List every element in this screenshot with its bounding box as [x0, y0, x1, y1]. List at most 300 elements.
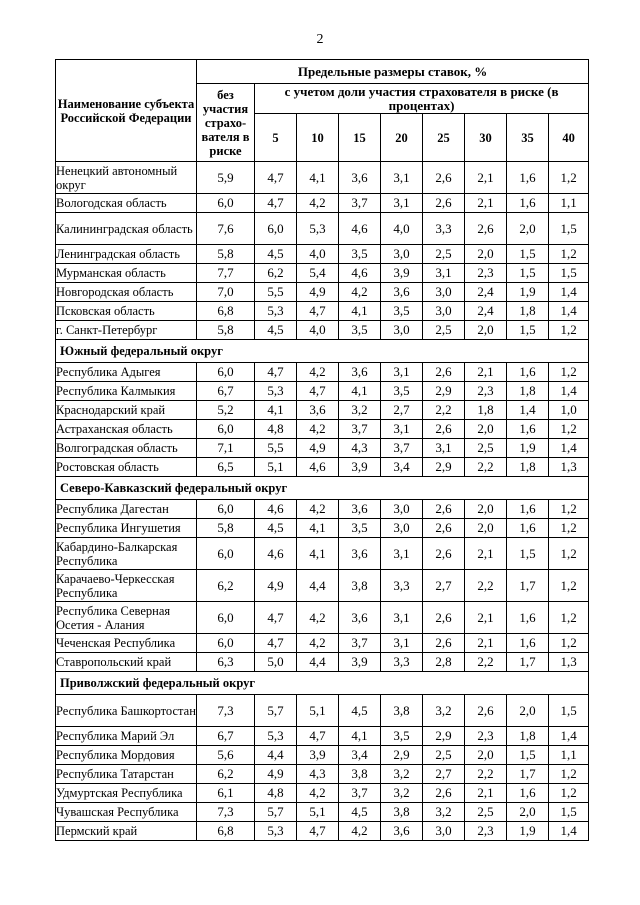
rate-with-participation: 4,7: [255, 194, 297, 213]
rate-no-participation: 6,0: [197, 363, 255, 382]
rate-with-participation: 3,8: [339, 570, 381, 602]
table-row: [56, 194, 589, 213]
rate-with-participation: 3,1: [381, 538, 423, 570]
rate-with-participation: 4,8: [255, 784, 297, 803]
rate-with-participation: 2,0: [465, 321, 507, 340]
rate-with-participation: 3,0: [381, 519, 423, 538]
rate-with-participation: 1,6: [507, 519, 549, 538]
rate-with-participation: 4,7: [255, 634, 297, 653]
rate-no-participation: 5,8: [197, 519, 255, 538]
rate-with-participation: 3,5: [381, 382, 423, 401]
rate-with-participation: 3,0: [381, 245, 423, 264]
rate-with-participation: 4,2: [339, 822, 381, 841]
rate-with-participation: 2,7: [423, 765, 465, 784]
rate-with-participation: 2,8: [423, 653, 465, 672]
subject-name: Чеченская Республика: [56, 634, 197, 653]
rate-with-participation: 1,4: [549, 822, 589, 841]
header-percent: 15: [339, 114, 381, 162]
rate-with-participation: 2,0: [507, 803, 549, 822]
rate-with-participation: 3,5: [339, 519, 381, 538]
rate-with-participation: 3,5: [339, 321, 381, 340]
rate-with-participation: 2,7: [381, 401, 423, 420]
rate-with-participation: 1,2: [549, 162, 589, 194]
table-row: [56, 382, 589, 401]
rate-with-participation: 6,2: [255, 264, 297, 283]
rate-with-participation: 1,2: [549, 321, 589, 340]
rate-with-participation: 4,7: [297, 382, 339, 401]
table-header: [56, 60, 589, 162]
rate-with-participation: 1,7: [507, 653, 549, 672]
subject-name: Новгородская область: [56, 283, 197, 302]
rate-with-participation: 1,0: [549, 401, 589, 420]
rate-with-participation: 4,2: [297, 784, 339, 803]
rate-with-participation: 4,6: [255, 500, 297, 519]
rate-with-participation: 5,3: [297, 213, 339, 245]
rate-with-participation: 2,0: [507, 213, 549, 245]
rate-with-participation: 4,6: [297, 458, 339, 477]
rate-no-participation: 6,3: [197, 653, 255, 672]
rate-with-participation: 2,9: [423, 727, 465, 746]
rate-no-participation: 6,8: [197, 302, 255, 321]
rate-with-participation: 3,5: [339, 245, 381, 264]
rate-with-participation: 5,3: [255, 822, 297, 841]
rate-with-participation: 4,7: [297, 822, 339, 841]
table-row: [56, 321, 589, 340]
rate-with-participation: 4,7: [255, 363, 297, 382]
rate-with-participation: 5,7: [255, 803, 297, 822]
rate-with-participation: 2,5: [423, 746, 465, 765]
rate-no-participation: 6,0: [197, 420, 255, 439]
rate-with-participation: 2,0: [465, 519, 507, 538]
header-subject: Наименование субъекта Российской Федерации: [56, 60, 197, 162]
rate-with-participation: 2,2: [465, 765, 507, 784]
rate-no-participation: 6,7: [197, 382, 255, 401]
page-number: 2: [316, 32, 324, 47]
rate-with-participation: 2,6: [423, 363, 465, 382]
rate-with-participation: 3,0: [381, 321, 423, 340]
rate-with-participation: 2,4: [465, 283, 507, 302]
rate-with-participation: 1,5: [507, 538, 549, 570]
rate-with-participation: 2,3: [465, 264, 507, 283]
rate-with-participation: 1,7: [507, 570, 549, 602]
header-percent: 5: [255, 114, 297, 162]
rate-with-participation: 1,9: [507, 283, 549, 302]
rate-with-participation: 4,4: [255, 746, 297, 765]
rate-no-participation: 6,7: [197, 727, 255, 746]
rate-with-participation: 1,2: [549, 765, 589, 784]
rate-no-participation: 7,7: [197, 264, 255, 283]
rate-with-participation: 3,8: [381, 803, 423, 822]
table-row: [56, 634, 589, 653]
subject-name: Республика Дагестан: [56, 500, 197, 519]
rate-no-participation: 6,2: [197, 570, 255, 602]
rate-with-participation: 1,2: [549, 519, 589, 538]
rate-with-participation: 5,3: [255, 727, 297, 746]
rate-with-participation: 1,3: [549, 653, 589, 672]
table-row: [56, 538, 589, 570]
rate-with-participation: 1,4: [549, 302, 589, 321]
rate-with-participation: 4,2: [297, 634, 339, 653]
district-name: Южный федеральный округ: [56, 340, 589, 363]
table-row: [56, 822, 589, 841]
subject-name: Псковская область: [56, 302, 197, 321]
district-name: Северо-Кавказский федеральный округ: [56, 477, 589, 500]
rate-with-participation: 4,2: [297, 602, 339, 634]
subject-name: Удмуртская Республика: [56, 784, 197, 803]
rate-with-participation: 2,2: [465, 570, 507, 602]
rate-with-participation: 3,2: [381, 765, 423, 784]
rate-with-participation: 1,2: [549, 420, 589, 439]
header-percent: 20: [381, 114, 423, 162]
rate-with-participation: 4,0: [297, 321, 339, 340]
rate-with-participation: 2,1: [465, 784, 507, 803]
rate-with-participation: 1,6: [507, 602, 549, 634]
table-row: [56, 363, 589, 382]
rate-with-participation: 2,6: [423, 602, 465, 634]
rate-no-participation: 6,8: [197, 822, 255, 841]
header-with-participation: с учетом доли участия страхователя в риске (в процентах): [255, 84, 589, 114]
subject-name: Калининградская область: [56, 213, 197, 245]
rate-with-participation: 4,6: [339, 264, 381, 283]
subject-name: Республика Марий Эл: [56, 727, 197, 746]
header-limits: Предельные размеры ставок, %: [197, 60, 589, 84]
rate-with-participation: 3,6: [381, 822, 423, 841]
rate-with-participation: 1,7: [507, 765, 549, 784]
rate-with-participation: 5,0: [255, 653, 297, 672]
rate-with-participation: 3,1: [423, 264, 465, 283]
rate-with-participation: 2,3: [465, 727, 507, 746]
rate-with-participation: 4,9: [297, 283, 339, 302]
rate-with-participation: 1,6: [507, 634, 549, 653]
rate-no-participation: 5,8: [197, 245, 255, 264]
rate-with-participation: 1,5: [507, 321, 549, 340]
table-row: [56, 765, 589, 784]
rate-no-participation: 6,0: [197, 634, 255, 653]
rate-with-participation: 4,3: [297, 765, 339, 784]
table-row: [56, 264, 589, 283]
rate-with-participation: 4,9: [255, 570, 297, 602]
rate-with-participation: 5,5: [255, 283, 297, 302]
rate-with-participation: 4,1: [297, 519, 339, 538]
rate-with-participation: 3,1: [381, 602, 423, 634]
rate-no-participation: 5,6: [197, 746, 255, 765]
subject-name: Ленинградская область: [56, 245, 197, 264]
rate-no-participation: 5,9: [197, 162, 255, 194]
subject-name: Ростовская область: [56, 458, 197, 477]
rate-no-participation: 6,5: [197, 458, 255, 477]
rate-with-participation: 4,1: [339, 727, 381, 746]
table-row: [56, 570, 589, 602]
rate-with-participation: 2,5: [465, 439, 507, 458]
rate-with-participation: 1,6: [507, 500, 549, 519]
rate-with-participation: 1,5: [507, 264, 549, 283]
rates-table: [55, 59, 589, 841]
rate-with-participation: 3,4: [339, 746, 381, 765]
rate-with-participation: 3,1: [381, 162, 423, 194]
rate-with-participation: 4,1: [339, 302, 381, 321]
rate-with-participation: 2,0: [465, 500, 507, 519]
rate-with-participation: 3,2: [423, 803, 465, 822]
rate-with-participation: 3,1: [381, 363, 423, 382]
rate-no-participation: 6,1: [197, 784, 255, 803]
rate-with-participation: 3,9: [339, 458, 381, 477]
rate-with-participation: 1,9: [507, 822, 549, 841]
rate-with-participation: 3,6: [381, 283, 423, 302]
table-row: [56, 420, 589, 439]
rate-with-participation: 3,6: [339, 500, 381, 519]
subject-name: Карачаево-Черкесская Республика: [56, 570, 197, 602]
subject-name: Республика Северная Осетия - Алания: [56, 602, 197, 634]
rate-with-participation: 1,8: [507, 458, 549, 477]
rate-with-participation: 5,7: [255, 695, 297, 727]
rate-with-participation: 4,7: [255, 602, 297, 634]
rate-with-participation: 2,1: [465, 162, 507, 194]
subject-name: Республика Мордовия: [56, 746, 197, 765]
rate-with-participation: 2,6: [423, 162, 465, 194]
rate-with-participation: 1,5: [549, 264, 589, 283]
rate-with-participation: 3,6: [339, 602, 381, 634]
rate-with-participation: 4,0: [381, 213, 423, 245]
rate-with-participation: 4,7: [297, 727, 339, 746]
rate-with-participation: 4,5: [255, 245, 297, 264]
rate-with-participation: 2,1: [465, 602, 507, 634]
rate-no-participation: 6,0: [197, 602, 255, 634]
rate-with-participation: 3,6: [297, 401, 339, 420]
subject-name: Кабардино-Балкарская Республика: [56, 538, 197, 570]
rate-with-participation: 2,2: [465, 458, 507, 477]
rate-with-participation: 3,3: [381, 570, 423, 602]
rate-with-participation: 1,6: [507, 162, 549, 194]
table-body: [56, 162, 589, 841]
rate-with-participation: 2,9: [381, 746, 423, 765]
rate-with-participation: 1,5: [507, 746, 549, 765]
rate-with-participation: 2,6: [423, 194, 465, 213]
rate-with-participation: 3,8: [381, 695, 423, 727]
table-row: [56, 245, 589, 264]
rate-with-participation: 2,6: [423, 538, 465, 570]
subject-name: Краснодарский край: [56, 401, 197, 420]
table-row: [56, 519, 589, 538]
table-row: [56, 727, 589, 746]
subject-name: Астраханская область: [56, 420, 197, 439]
rate-with-participation: 1,8: [507, 727, 549, 746]
rate-with-participation: 1,4: [549, 283, 589, 302]
subject-name: Ненецкий автономный округ: [56, 162, 197, 194]
subject-name: Ставропольский край: [56, 653, 197, 672]
table-row: [56, 653, 589, 672]
rate-with-participation: 1,4: [549, 727, 589, 746]
subject-name: Республика Татарстан: [56, 765, 197, 784]
district-name: Приволжский федеральный округ: [56, 672, 589, 695]
rate-with-participation: 1,1: [549, 194, 589, 213]
rate-with-participation: 1,9: [507, 439, 549, 458]
rate-with-participation: 1,8: [507, 382, 549, 401]
rate-with-participation: 4,1: [297, 538, 339, 570]
rate-with-participation: 2,6: [423, 420, 465, 439]
rate-with-participation: 4,9: [255, 765, 297, 784]
table-row: [56, 602, 589, 634]
subject-name: Республика Ингушетия: [56, 519, 197, 538]
rate-with-participation: 3,0: [381, 500, 423, 519]
rate-no-participation: 7,6: [197, 213, 255, 245]
rate-with-participation: 4,7: [255, 162, 297, 194]
rate-with-participation: 1,6: [507, 194, 549, 213]
rate-with-participation: 2,1: [465, 363, 507, 382]
rate-with-participation: 1,3: [549, 458, 589, 477]
rate-with-participation: 1,8: [465, 401, 507, 420]
rate-with-participation: 3,7: [339, 784, 381, 803]
header-percent: 35: [507, 114, 549, 162]
rate-with-participation: 3,9: [381, 264, 423, 283]
table-row: [56, 439, 589, 458]
rate-with-participation: 4,2: [297, 420, 339, 439]
table-row: [56, 784, 589, 803]
rate-with-participation: 1,2: [549, 784, 589, 803]
rate-no-participation: 7,3: [197, 695, 255, 727]
rate-with-participation: 3,7: [339, 420, 381, 439]
rate-with-participation: 4,9: [297, 439, 339, 458]
rate-with-participation: 5,1: [255, 458, 297, 477]
rate-with-participation: 2,6: [423, 500, 465, 519]
rate-with-participation: 3,1: [423, 439, 465, 458]
header-percent: 40: [549, 114, 589, 162]
rate-with-participation: 2,5: [423, 321, 465, 340]
table-row: [56, 162, 589, 194]
rate-no-participation: 5,2: [197, 401, 255, 420]
rate-with-participation: 5,1: [297, 803, 339, 822]
rate-with-participation: 4,5: [255, 519, 297, 538]
rate-with-participation: 3,2: [381, 784, 423, 803]
rate-no-participation: 6,0: [197, 538, 255, 570]
rate-with-participation: 1,1: [549, 746, 589, 765]
rate-with-participation: 3,0: [423, 822, 465, 841]
rate-with-participation: 3,5: [381, 727, 423, 746]
table-row: [56, 213, 589, 245]
table-row: [56, 746, 589, 765]
rate-with-participation: 4,5: [339, 803, 381, 822]
rate-with-participation: 4,1: [339, 382, 381, 401]
rate-with-participation: 2,9: [423, 458, 465, 477]
rate-with-participation: 3,2: [423, 695, 465, 727]
rate-no-participation: 7,0: [197, 283, 255, 302]
rate-with-participation: 2,5: [465, 803, 507, 822]
subject-name: Чувашская Республика: [56, 803, 197, 822]
rate-with-participation: 1,5: [549, 213, 589, 245]
rate-with-participation: 3,6: [339, 162, 381, 194]
rate-with-participation: 2,7: [423, 570, 465, 602]
rate-with-participation: 2,0: [507, 695, 549, 727]
rate-with-participation: 2,1: [465, 538, 507, 570]
rate-no-participation: 7,3: [197, 803, 255, 822]
table-row: [56, 458, 589, 477]
rate-with-participation: 4,4: [297, 653, 339, 672]
rate-with-participation: 3,7: [381, 439, 423, 458]
header-percent: 25: [423, 114, 465, 162]
rate-with-participation: 2,0: [465, 420, 507, 439]
rate-with-participation: 1,4: [549, 439, 589, 458]
rate-with-participation: 2,9: [423, 382, 465, 401]
rate-with-participation: 4,1: [297, 162, 339, 194]
rate-with-participation: 3,9: [297, 746, 339, 765]
rate-with-participation: 1,4: [549, 382, 589, 401]
rate-with-participation: 2,3: [465, 822, 507, 841]
rate-with-participation: 3,4: [381, 458, 423, 477]
rate-with-participation: 4,5: [339, 695, 381, 727]
district-row: [56, 477, 589, 500]
table-row: [56, 401, 589, 420]
rate-with-participation: 2,4: [465, 302, 507, 321]
rate-no-participation: 6,0: [197, 194, 255, 213]
rate-with-participation: 2,6: [465, 213, 507, 245]
subject-name: Республика Башкортостан: [56, 695, 197, 727]
rate-with-participation: 3,7: [339, 194, 381, 213]
rate-with-participation: 3,0: [423, 302, 465, 321]
table-row: [56, 695, 589, 727]
subject-name: Пермский край: [56, 822, 197, 841]
rate-with-participation: 2,6: [423, 784, 465, 803]
rate-no-participation: 6,0: [197, 500, 255, 519]
rate-with-participation: 1,4: [507, 401, 549, 420]
rate-with-participation: 5,1: [297, 695, 339, 727]
rate-with-participation: 4,3: [339, 439, 381, 458]
rate-with-participation: 2,2: [465, 653, 507, 672]
rate-with-participation: 1,2: [549, 245, 589, 264]
rate-with-participation: 1,2: [549, 363, 589, 382]
rate-with-participation: 1,2: [549, 634, 589, 653]
rate-with-participation: 3,6: [339, 538, 381, 570]
rate-no-participation: 5,8: [197, 321, 255, 340]
rate-with-participation: 2,2: [423, 401, 465, 420]
subject-name: Республика Адыгея: [56, 363, 197, 382]
rate-with-participation: 4,2: [297, 500, 339, 519]
header-no-participation: без участия страхо- вателя в риске: [197, 84, 255, 162]
rate-with-participation: 4,0: [297, 245, 339, 264]
rate-with-participation: 2,5: [423, 245, 465, 264]
rate-with-participation: 2,0: [465, 746, 507, 765]
rate-with-participation: 3,1: [381, 420, 423, 439]
subject-name: Республика Калмыкия: [56, 382, 197, 401]
rate-with-participation: 2,6: [423, 519, 465, 538]
rate-with-participation: 3,5: [381, 302, 423, 321]
rate-with-participation: 3,1: [381, 634, 423, 653]
rate-with-participation: 4,2: [297, 194, 339, 213]
rate-with-participation: 4,6: [255, 538, 297, 570]
rate-with-participation: 3,6: [339, 363, 381, 382]
rate-with-participation: 4,2: [297, 363, 339, 382]
subject-name: Мурманская область: [56, 264, 197, 283]
rate-with-participation: 1,2: [549, 602, 589, 634]
subject-name: Волгоградская область: [56, 439, 197, 458]
rate-with-participation: 1,5: [549, 695, 589, 727]
rate-with-participation: 2,1: [465, 634, 507, 653]
rate-with-participation: 3,1: [381, 194, 423, 213]
table-row: [56, 500, 589, 519]
rate-with-participation: 5,3: [255, 382, 297, 401]
rate-with-participation: 1,2: [549, 570, 589, 602]
rate-with-participation: 5,4: [297, 264, 339, 283]
rate-with-participation: 5,5: [255, 439, 297, 458]
district-row: [56, 672, 589, 695]
rate-with-participation: 1,6: [507, 363, 549, 382]
rate-with-participation: 1,2: [549, 500, 589, 519]
rate-with-participation: 1,5: [507, 245, 549, 264]
table-row: [56, 302, 589, 321]
rate-with-participation: 3,8: [339, 765, 381, 784]
rate-with-participation: 1,8: [507, 302, 549, 321]
rate-with-participation: 5,3: [255, 302, 297, 321]
header-percent: 10: [297, 114, 339, 162]
rate-with-participation: 4,7: [297, 302, 339, 321]
